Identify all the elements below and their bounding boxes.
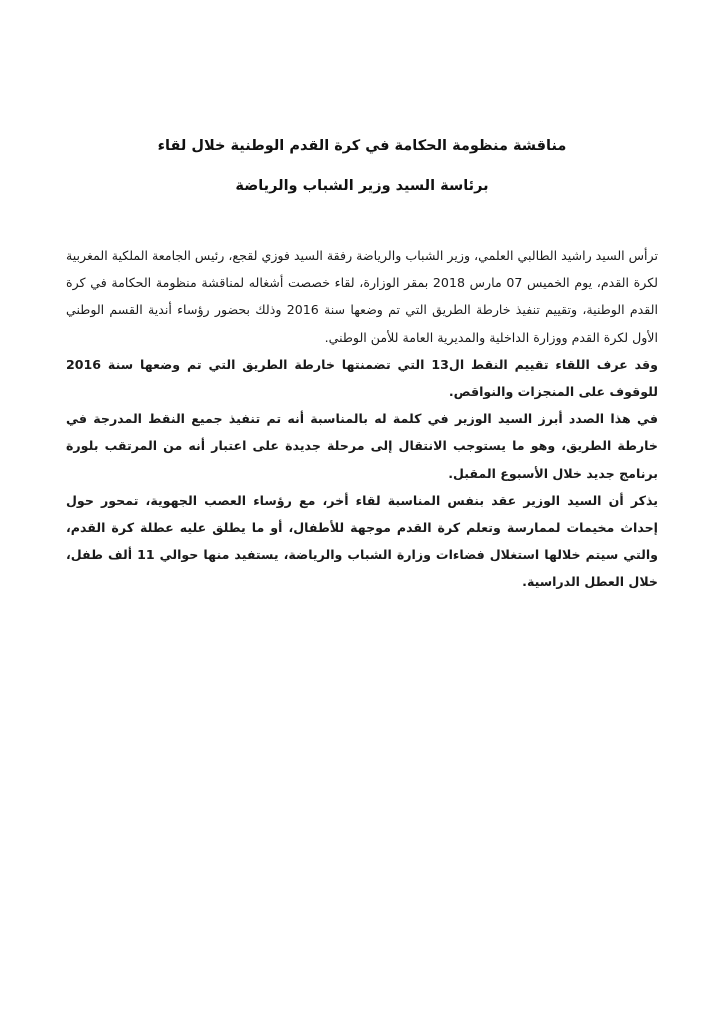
paragraph-2: وقد عرف اللقاء تقييم النقط ال13 التي تضمنتها خارطة الطريق التي تم وضعها سنة 2016 للوقوف على المنجزات والنواقص.	[66, 356, 659, 400]
document-title-line-2: برئاسة السيد وزير الشباب والرياضة	[235, 178, 489, 194]
title-block	[60, 136, 664, 196]
document-body	[66, 242, 658, 596]
paragraph-4: يذكر أن السيد الوزير عقد بنفس المناسبة لقاء أخر، مع رؤساء العصب الجهوية، تمحور حول إحداث مخيمات لممارسة وتعلم كرة القدم موجهة للأطفال، أو ما يطلق عليه عطلة كرة القدم، والتي سيتم خلالها استغلال فضاءات وزارة الشباب والرياضة، يستفيد منها حوالي 11 ألف طفل، خلال العطل الدراسية.	[66, 492, 658, 590]
paragraph-3: في هذا الصدد أبرز السيد الوزير في كلمة له بالمناسبة أنه تم تنفيذ جميع النقط المدرجة في خارطة الطريق، وهو ما يستوجب الانتقال إلى مرحلة جديدة على اعتبار أنه من المرتقب بلورة برنامج جديد خلال الأسبوع المقبل.	[66, 411, 658, 481]
document-title-line-1: مناقشة منظومة الحكامة في كرة القدم الوطنية خلال لقاء	[157, 138, 567, 154]
paragraph-1: ترأس السيد راشيد الطالبي العلمي، وزير الشباب والرياضة رفقة السيد فوزي لقجع، رئيس الجامعة الملكية المغربية لكرة القدم، يوم الخميس 07 مارس 2018 بمقر الوزارة، لقاء خصصت أشغاله لمناقشة منظومة الحكامة في كرة القدم الوطنية، وتقييم تنفيذ خارطة الطريق التي تم وضعها سنة 2016 وذلك بحضور رؤساء أندية القسم الوطني الأول لكرة القدم ووزارة الداخلية والمديرية العامة للأمن الوطني.	[66, 248, 658, 345]
